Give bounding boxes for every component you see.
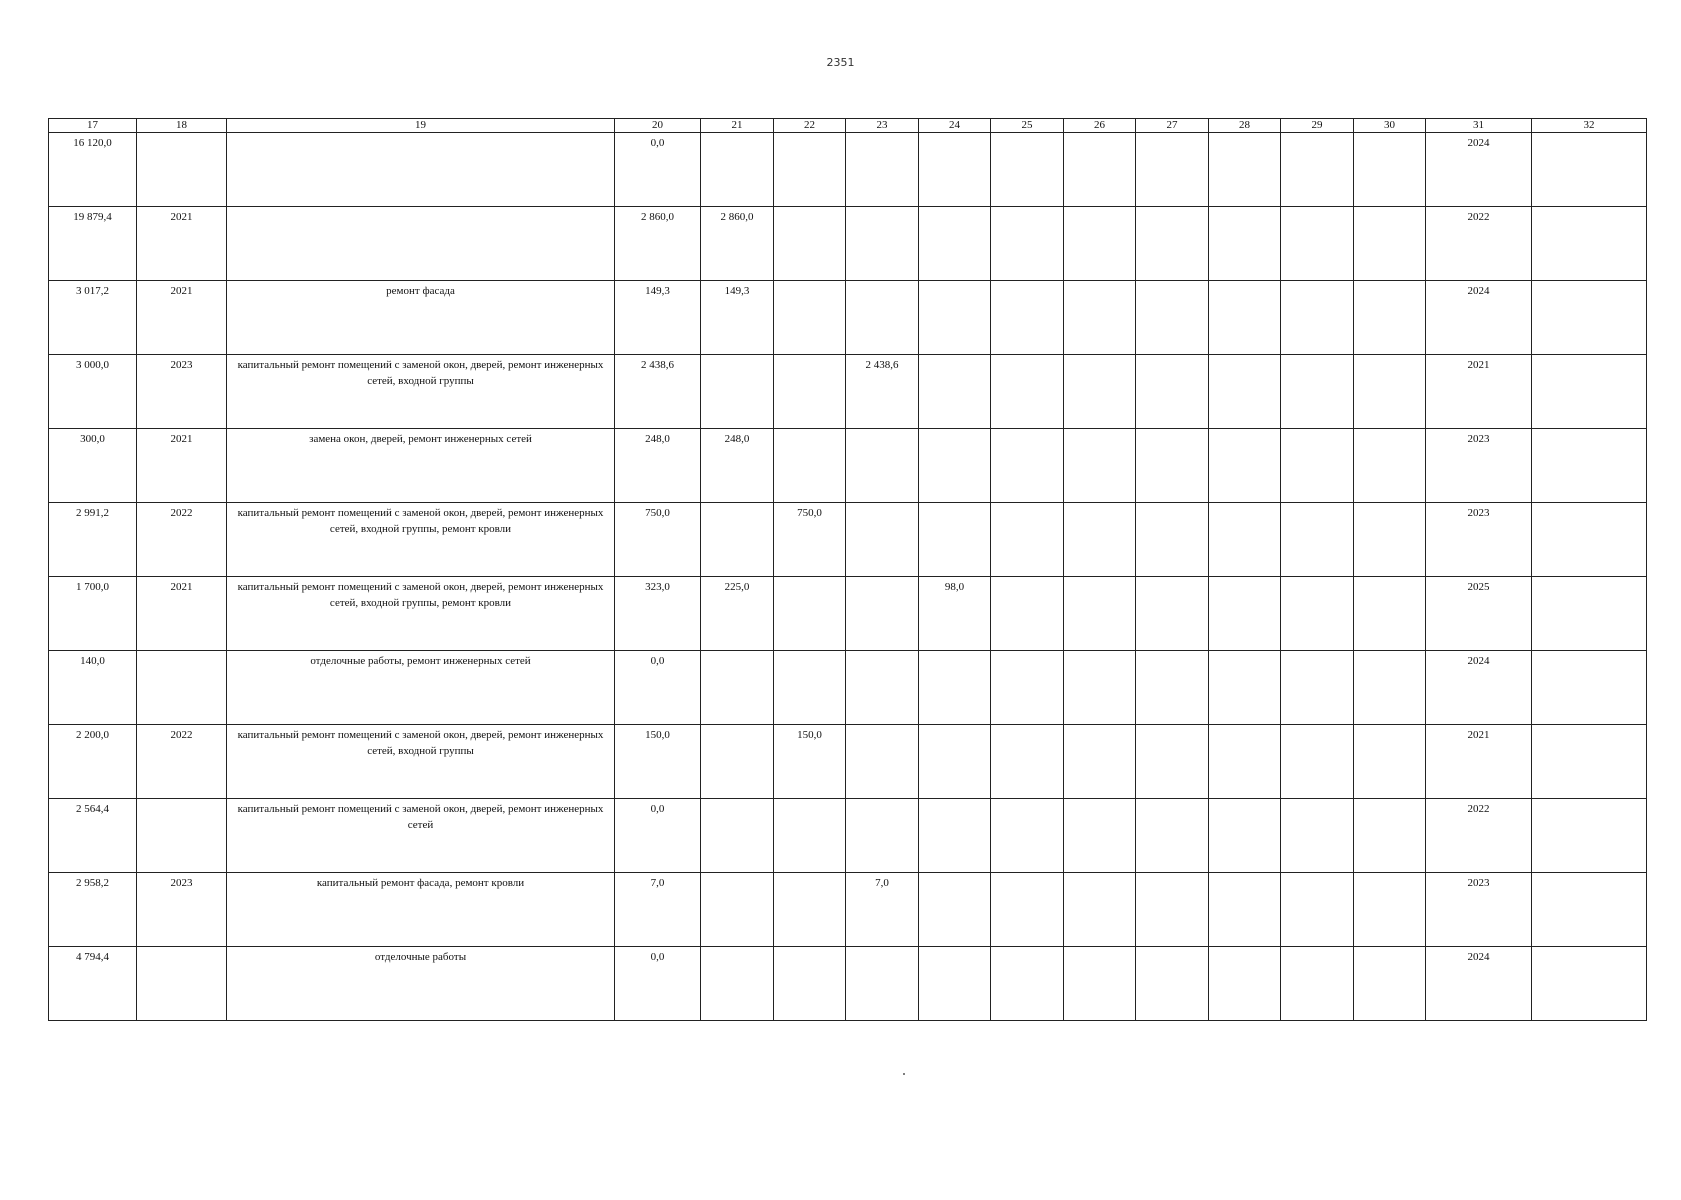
column-header-24: 24 [919, 119, 991, 133]
column-header-21: 21 [701, 119, 774, 133]
column-header-27: 27 [1136, 119, 1209, 133]
cell-col-27 [1136, 799, 1209, 873]
column-header-23: 23 [846, 119, 919, 133]
cell-col-29 [1281, 133, 1354, 207]
cell-col-32 [1532, 725, 1647, 799]
cell-col-23 [846, 207, 919, 281]
cell-col-23: 7,0 [846, 873, 919, 947]
cell-col-23 [846, 281, 919, 355]
cell-col-19: капитальный ремонт помещений с заменой окон, дверей, ремонт инженерных сетей, входной группы [227, 725, 615, 799]
cell-col-28 [1209, 281, 1281, 355]
cell-col-19 [227, 133, 615, 207]
cell-col-23 [846, 947, 919, 1021]
cell-col-22 [774, 207, 846, 281]
cell-col-25 [991, 947, 1064, 1021]
cell-col-26 [1064, 281, 1136, 355]
cell-col-23 [846, 725, 919, 799]
cell-col-18: 2021 [137, 577, 227, 651]
cell-col-17: 2 958,2 [49, 873, 137, 947]
table-row [49, 207, 1647, 281]
cell-col-18: 2021 [137, 429, 227, 503]
cell-col-25 [991, 651, 1064, 725]
cell-col-23 [846, 429, 919, 503]
cell-col-26 [1064, 429, 1136, 503]
cell-col-25 [991, 355, 1064, 429]
cell-col-21: 225,0 [701, 577, 774, 651]
column-header-31: 31 [1426, 119, 1532, 133]
cell-col-19: замена окон, дверей, ремонт инженерных сетей [227, 429, 615, 503]
cell-col-25 [991, 429, 1064, 503]
cell-col-27 [1136, 429, 1209, 503]
cell-col-28 [1209, 503, 1281, 577]
cell-col-27 [1136, 651, 1209, 725]
cell-col-20: 0,0 [615, 133, 701, 207]
cell-col-32 [1532, 651, 1647, 725]
cell-col-22 [774, 799, 846, 873]
header-row [49, 119, 1647, 133]
cell-col-27 [1136, 577, 1209, 651]
cell-col-20: 248,0 [615, 429, 701, 503]
cell-col-21 [701, 503, 774, 577]
cell-col-22 [774, 133, 846, 207]
cell-col-18 [137, 651, 227, 725]
cell-col-20: 150,0 [615, 725, 701, 799]
cell-col-27 [1136, 355, 1209, 429]
table-row [49, 503, 1647, 577]
cell-col-19: ремонт фасада [227, 281, 615, 355]
cell-col-26 [1064, 947, 1136, 1021]
cell-col-27 [1136, 281, 1209, 355]
cell-col-24 [919, 947, 991, 1021]
cell-col-24 [919, 651, 991, 725]
column-header-18: 18 [137, 119, 227, 133]
cell-col-23 [846, 577, 919, 651]
cell-col-30 [1354, 429, 1426, 503]
cell-col-22 [774, 947, 846, 1021]
cell-col-29 [1281, 947, 1354, 1021]
cell-col-19 [227, 207, 615, 281]
cell-col-29 [1281, 207, 1354, 281]
cell-col-31: 2022 [1426, 799, 1532, 873]
cell-col-26 [1064, 873, 1136, 947]
cell-col-18: 2022 [137, 725, 227, 799]
cell-col-24 [919, 281, 991, 355]
cell-col-25 [991, 207, 1064, 281]
cell-col-21 [701, 651, 774, 725]
cell-col-30 [1354, 503, 1426, 577]
cell-col-31: 2024 [1426, 651, 1532, 725]
column-header-19: 19 [227, 119, 615, 133]
cell-col-30 [1354, 947, 1426, 1021]
cell-col-32 [1532, 207, 1647, 281]
cell-col-24 [919, 503, 991, 577]
cell-col-31: 2024 [1426, 133, 1532, 207]
cell-col-31: 2024 [1426, 281, 1532, 355]
cell-col-31: 2023 [1426, 873, 1532, 947]
cell-col-32 [1532, 133, 1647, 207]
cell-col-29 [1281, 799, 1354, 873]
column-header-29: 29 [1281, 119, 1354, 133]
cell-col-24 [919, 799, 991, 873]
cell-col-20: 0,0 [615, 947, 701, 1021]
cell-col-28 [1209, 133, 1281, 207]
cell-col-19: капитальный ремонт фасада, ремонт кровли [227, 873, 615, 947]
cell-col-18 [137, 133, 227, 207]
cell-col-30 [1354, 207, 1426, 281]
cell-col-21: 149,3 [701, 281, 774, 355]
cell-col-32 [1532, 799, 1647, 873]
cell-col-31: 2024 [1426, 947, 1532, 1021]
cell-col-32 [1532, 577, 1647, 651]
cell-col-19: капитальный ремонт помещений с заменой окон, дверей, ремонт инженерных сетей [227, 799, 615, 873]
cell-col-25 [991, 799, 1064, 873]
cell-col-27 [1136, 873, 1209, 947]
cell-col-30 [1354, 725, 1426, 799]
table-row [49, 355, 1647, 429]
column-header-22: 22 [774, 119, 846, 133]
column-header-17: 17 [49, 119, 137, 133]
cell-col-23 [846, 133, 919, 207]
cell-col-28 [1209, 651, 1281, 725]
cell-col-20: 149,3 [615, 281, 701, 355]
cell-col-31: 2021 [1426, 725, 1532, 799]
cell-col-19: отделочные работы [227, 947, 615, 1021]
cell-col-21 [701, 873, 774, 947]
cell-col-18: 2021 [137, 281, 227, 355]
cell-col-27 [1136, 503, 1209, 577]
column-header-32: 32 [1532, 119, 1647, 133]
cell-col-17: 16 120,0 [49, 133, 137, 207]
cell-col-29 [1281, 503, 1354, 577]
cell-col-20: 750,0 [615, 503, 701, 577]
cell-col-21 [701, 355, 774, 429]
cell-col-23: 2 438,6 [846, 355, 919, 429]
cell-col-28 [1209, 947, 1281, 1021]
cell-col-20: 2 860,0 [615, 207, 701, 281]
cell-col-20: 7,0 [615, 873, 701, 947]
cell-col-30 [1354, 873, 1426, 947]
cell-col-30 [1354, 577, 1426, 651]
cell-col-18: 2023 [137, 355, 227, 429]
cell-col-20: 0,0 [615, 799, 701, 873]
cell-col-32 [1532, 947, 1647, 1021]
cell-col-18 [137, 799, 227, 873]
cell-col-25 [991, 281, 1064, 355]
table-row [49, 651, 1647, 725]
cell-col-17: 3 000,0 [49, 355, 137, 429]
cell-col-32 [1532, 429, 1647, 503]
cell-col-17: 2 991,2 [49, 503, 137, 577]
table-row [49, 799, 1647, 873]
cell-col-17: 2 564,4 [49, 799, 137, 873]
cell-col-29 [1281, 577, 1354, 651]
cell-col-24: 98,0 [919, 577, 991, 651]
cell-col-26 [1064, 651, 1136, 725]
cell-col-21 [701, 947, 774, 1021]
cell-col-20: 323,0 [615, 577, 701, 651]
cell-col-18: 2022 [137, 503, 227, 577]
table-row [49, 281, 1647, 355]
cell-col-21: 2 860,0 [701, 207, 774, 281]
cell-col-28 [1209, 429, 1281, 503]
cell-col-32 [1532, 873, 1647, 947]
cell-col-22 [774, 873, 846, 947]
cell-col-31: 2025 [1426, 577, 1532, 651]
cell-col-19: капитальный ремонт помещений с заменой окон, дверей, ремонт инженерных сетей, входной группы, ремонт кровли [227, 577, 615, 651]
cell-col-24 [919, 873, 991, 947]
table-row [49, 577, 1647, 651]
cell-col-19: отделочные работы, ремонт инженерных сетей [227, 651, 615, 725]
column-header-25: 25 [991, 119, 1064, 133]
cell-col-24 [919, 133, 991, 207]
cell-col-21 [701, 133, 774, 207]
cell-col-26 [1064, 207, 1136, 281]
cell-col-19: капитальный ремонт помещений с заменой окон, дверей, ремонт инженерных сетей, входной группы [227, 355, 615, 429]
cell-col-20: 2 438,6 [615, 355, 701, 429]
cell-col-27 [1136, 947, 1209, 1021]
table-row [49, 947, 1647, 1021]
column-header-20: 20 [615, 119, 701, 133]
cell-col-26 [1064, 577, 1136, 651]
cell-col-32 [1532, 503, 1647, 577]
table-row [49, 429, 1647, 503]
cell-col-22 [774, 355, 846, 429]
cell-col-29 [1281, 873, 1354, 947]
cell-col-31: 2023 [1426, 503, 1532, 577]
cell-col-24 [919, 355, 991, 429]
cell-col-21: 248,0 [701, 429, 774, 503]
cell-col-17: 1 700,0 [49, 577, 137, 651]
cell-col-24 [919, 207, 991, 281]
cell-col-28 [1209, 207, 1281, 281]
cell-col-18 [137, 947, 227, 1021]
cell-col-30 [1354, 133, 1426, 207]
cell-col-23 [846, 651, 919, 725]
cell-col-26 [1064, 503, 1136, 577]
cell-col-21 [701, 799, 774, 873]
cell-col-25 [991, 577, 1064, 651]
cell-col-30 [1354, 281, 1426, 355]
table-row [49, 133, 1647, 207]
cell-col-18: 2021 [137, 207, 227, 281]
cell-col-27 [1136, 133, 1209, 207]
cell-col-29 [1281, 281, 1354, 355]
cell-col-26 [1064, 725, 1136, 799]
cell-col-17: 19 879,4 [49, 207, 137, 281]
cell-col-17: 2 200,0 [49, 725, 137, 799]
cell-col-27 [1136, 207, 1209, 281]
scan-artifact-dot [903, 1073, 905, 1075]
column-header-28: 28 [1209, 119, 1281, 133]
cell-col-28 [1209, 799, 1281, 873]
cell-col-27 [1136, 725, 1209, 799]
cell-col-21 [701, 725, 774, 799]
cell-col-30 [1354, 799, 1426, 873]
cell-col-26 [1064, 133, 1136, 207]
cell-col-22 [774, 577, 846, 651]
cell-col-19: капитальный ремонт помещений с заменой окон, дверей, ремонт инженерных сетей, входной группы, ремонт кровли [227, 503, 615, 577]
cell-col-18: 2023 [137, 873, 227, 947]
cell-col-20: 0,0 [615, 651, 701, 725]
page-number: 2351 [826, 56, 855, 69]
cell-col-31: 2021 [1426, 355, 1532, 429]
table-header [49, 119, 1647, 133]
cell-col-17: 300,0 [49, 429, 137, 503]
cell-col-28 [1209, 577, 1281, 651]
cell-col-24 [919, 725, 991, 799]
cell-col-32 [1532, 355, 1647, 429]
column-header-26: 26 [1064, 119, 1136, 133]
cell-col-28 [1209, 355, 1281, 429]
cell-col-31: 2023 [1426, 429, 1532, 503]
cell-col-28 [1209, 873, 1281, 947]
table-row [49, 873, 1647, 947]
cell-col-26 [1064, 799, 1136, 873]
cell-col-24 [919, 429, 991, 503]
cell-col-23 [846, 503, 919, 577]
works-table [48, 118, 1647, 1021]
table-row [49, 725, 1647, 799]
cell-col-28 [1209, 725, 1281, 799]
cell-col-25 [991, 873, 1064, 947]
cell-col-29 [1281, 725, 1354, 799]
cell-col-23 [846, 799, 919, 873]
cell-col-30 [1354, 355, 1426, 429]
cell-col-17: 3 017,2 [49, 281, 137, 355]
cell-col-25 [991, 133, 1064, 207]
cell-col-25 [991, 725, 1064, 799]
cell-col-22 [774, 429, 846, 503]
cell-col-17: 140,0 [49, 651, 137, 725]
cell-col-26 [1064, 355, 1136, 429]
cell-col-30 [1354, 651, 1426, 725]
cell-col-29 [1281, 355, 1354, 429]
cell-col-17: 4 794,4 [49, 947, 137, 1021]
cell-col-25 [991, 503, 1064, 577]
cell-col-31: 2022 [1426, 207, 1532, 281]
table-body [49, 133, 1647, 1021]
cell-col-22: 150,0 [774, 725, 846, 799]
cell-col-29 [1281, 429, 1354, 503]
cell-col-22 [774, 651, 846, 725]
column-header-30: 30 [1354, 119, 1426, 133]
cell-col-29 [1281, 651, 1354, 725]
cell-col-32 [1532, 281, 1647, 355]
cell-col-22: 750,0 [774, 503, 846, 577]
cell-col-22 [774, 281, 846, 355]
